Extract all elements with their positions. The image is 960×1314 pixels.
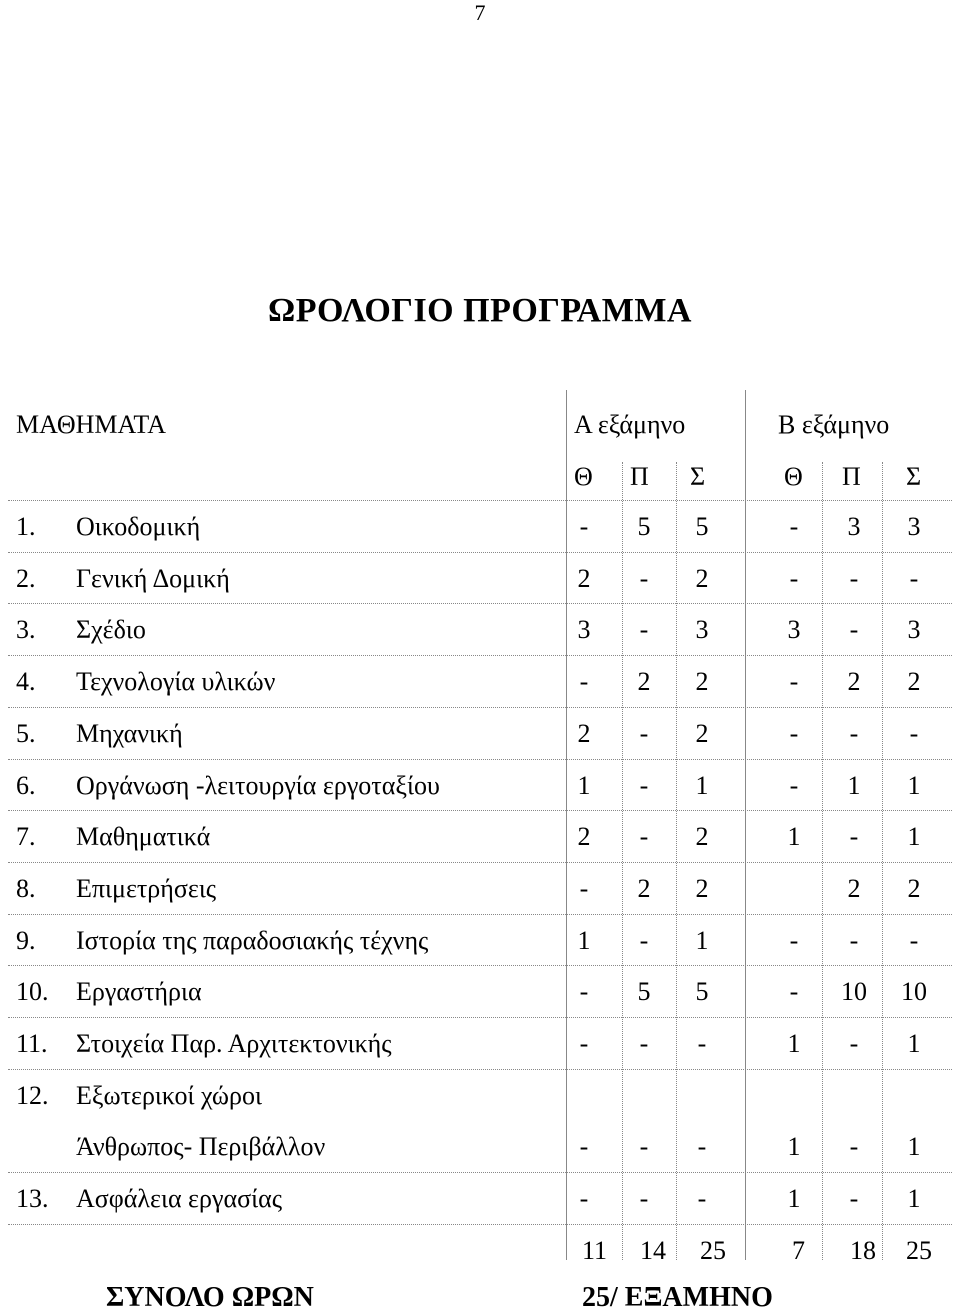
table-row — [8, 810, 952, 862]
hours-cell: 2 — [577, 718, 591, 748]
col-header-theory-a: Θ — [574, 462, 593, 491]
total-theory-a: 11 — [582, 1236, 608, 1265]
column-divider — [745, 390, 746, 1260]
row-number: 11. — [16, 1029, 48, 1058]
subject-name: Άνθρωπος- Περιβάλλον — [76, 1132, 326, 1162]
hours-cell: - — [639, 718, 649, 748]
hours-cell: 1 — [907, 770, 921, 800]
page-number: 7 — [474, 0, 486, 25]
total-sum-a: 25 — [700, 1236, 726, 1265]
subject-name: Ιστορία της παραδοσιακής τέχνης — [76, 925, 429, 955]
hours-cell: - — [849, 718, 859, 748]
hours-cell: - — [639, 563, 649, 593]
row-divider — [8, 1224, 952, 1225]
hours-cell: 2 — [695, 873, 709, 903]
total-theory-b: 7 — [792, 1236, 805, 1265]
hours-cell: 2 — [847, 873, 861, 903]
row-number: 8. — [16, 873, 36, 903]
hours-cell: - — [639, 1184, 649, 1214]
hours-cell: 5 — [637, 977, 651, 1007]
hours-cell: 2 — [695, 822, 709, 852]
row-number: 4. — [16, 667, 36, 697]
col-header-practice-b: Π — [842, 462, 861, 491]
row-number: 12. — [16, 1080, 49, 1110]
hours-cell: 3 — [907, 615, 921, 645]
table-row — [8, 552, 952, 604]
hours-cell: - — [789, 563, 799, 593]
subject-name: Σχέδιο — [76, 615, 146, 645]
hours-cell: - — [849, 615, 859, 645]
column-divider — [676, 462, 677, 1260]
subjects-header: ΜΑΘΗΜΑΤΑ — [16, 410, 166, 439]
total-practice-a: 14 — [640, 1236, 666, 1265]
hours-cell: 2 — [577, 822, 591, 852]
hours-cell: 3 — [695, 615, 709, 645]
table-row — [8, 1017, 952, 1069]
hours-cell: 1 — [787, 1184, 801, 1214]
col-header-practice-a: Π — [630, 462, 649, 491]
hours-cell: - — [789, 718, 799, 748]
subject-name: Εργαστήρια — [76, 977, 202, 1007]
semester-b-header: Β εξάμηνο — [778, 410, 890, 439]
subject-name: Μηχανική — [76, 718, 183, 748]
hours-cell: 2 — [907, 667, 921, 697]
hours-cell: 3 — [907, 512, 921, 541]
hours-cell: 5 — [695, 512, 709, 541]
hours-cell: 2 — [695, 718, 709, 748]
hours-cell: 1 — [907, 822, 921, 852]
table-row — [8, 759, 952, 811]
row-number: 6. — [16, 770, 36, 800]
hours-cell: - — [909, 925, 919, 955]
hours-cell: - — [697, 1132, 707, 1162]
hours-cell: - — [789, 977, 799, 1007]
hours-cell: 1 — [787, 822, 801, 852]
hours-cell: - — [579, 667, 589, 697]
subject-name: Τεχνολογία υλικών — [76, 667, 276, 697]
total-practice-b: 18 — [850, 1236, 876, 1265]
table-row — [8, 862, 952, 914]
col-header-total-b: Σ — [906, 462, 922, 491]
hours-cell: 2 — [907, 873, 921, 903]
subject-name: Οικοδομική — [76, 512, 201, 541]
hours-cell: 5 — [695, 977, 709, 1007]
subject-name: Επιμετρήσεις — [76, 873, 217, 903]
hours-cell: 2 — [577, 563, 591, 593]
hours-cell: - — [639, 1029, 649, 1058]
hours-cell: - — [849, 1029, 859, 1058]
subject-name: Εξωτερικοί χώροι — [76, 1080, 262, 1110]
hours-cell: 1 — [787, 1029, 801, 1058]
page-title: ΩΡΟΛΟΓΙΟ ΠΡΟΓΡΑΜΜΑ — [268, 292, 692, 329]
row-number: 10. — [16, 977, 49, 1007]
hours-cell: - — [697, 1029, 707, 1058]
hours-cell: 2 — [695, 667, 709, 697]
hours-cell: - — [789, 770, 799, 800]
hours-cell: - — [579, 873, 589, 903]
hours-cell: - — [639, 822, 649, 852]
hours-cell: 1 — [907, 1132, 921, 1162]
row-number: 13. — [16, 1184, 49, 1214]
hours-cell: - — [639, 770, 649, 800]
hours-cell: - — [639, 615, 649, 645]
hours-cell: - — [909, 718, 919, 748]
hours-cell: - — [579, 1184, 589, 1214]
row-number: 3. — [16, 615, 36, 645]
hours-cell: - — [639, 925, 649, 955]
hours-cell: - — [789, 512, 799, 541]
row-number: 5. — [16, 718, 36, 748]
hours-cell: - — [849, 822, 859, 852]
table-row — [8, 603, 952, 655]
table-row — [8, 1069, 952, 1121]
hours-cell: - — [579, 512, 589, 541]
column-divider — [566, 390, 567, 1260]
row-number: 7. — [16, 822, 36, 852]
hours-cell: 10 — [841, 977, 867, 1007]
column-divider — [882, 462, 883, 1260]
hours-cell: 5 — [637, 512, 651, 541]
table-row — [8, 1120, 952, 1172]
subject-name: Στοιχεία Παρ. Αρχιτεκτονικής — [76, 1029, 392, 1058]
semester-a-header: Α εξάμηνο — [574, 410, 686, 439]
row-number: 2. — [16, 563, 36, 593]
table-row — [8, 655, 952, 707]
hours-cell: 2 — [847, 667, 861, 697]
total-sum-b: 25 — [906, 1236, 932, 1265]
hours-cell: 3 — [847, 512, 861, 541]
hours-per-semester: 25/ ΕΞΑΜΗΝΟ — [582, 1282, 773, 1313]
hours-cell: - — [579, 977, 589, 1007]
table-row — [8, 1172, 952, 1224]
hours-cell: 1 — [577, 770, 591, 800]
subject-name: Γενική Δομική — [76, 563, 230, 593]
hours-cell: - — [789, 925, 799, 955]
hours-cell: 1 — [787, 1132, 801, 1162]
hours-cell: - — [909, 563, 919, 593]
hours-cell: - — [849, 1132, 859, 1162]
hours-cell: - — [849, 925, 859, 955]
row-number: 9. — [16, 925, 36, 955]
hours-cell: - — [697, 1184, 707, 1214]
hours-cell: - — [579, 1132, 589, 1162]
col-header-total-a: Σ — [690, 462, 706, 491]
subject-name: Ασφάλεια εργασίας — [76, 1184, 282, 1214]
table-row — [8, 707, 952, 759]
hours-cell: 1 — [847, 770, 861, 800]
hours-cell: - — [849, 1184, 859, 1214]
hours-cell: - — [849, 563, 859, 593]
hours-cell: 10 — [901, 977, 927, 1007]
table-row — [8, 965, 952, 1017]
hours-cell: 1 — [577, 925, 591, 955]
hours-cell: 3 — [577, 615, 591, 645]
hours-cell: - — [789, 667, 799, 697]
subject-name: Μαθηματικά — [76, 822, 211, 852]
column-divider — [622, 462, 623, 1260]
table-row — [8, 500, 952, 552]
hours-cell: 1 — [695, 925, 709, 955]
hours-cell: 2 — [637, 873, 651, 903]
header-divider — [8, 500, 952, 501]
table-row — [8, 914, 952, 966]
row-number: 1. — [16, 512, 36, 541]
hours-cell: 3 — [787, 615, 801, 645]
hours-cell: 2 — [637, 667, 651, 697]
hours-cell: 1 — [907, 1184, 921, 1214]
subject-name: Οργάνωση -λειτουργία εργοταξίου — [76, 770, 440, 800]
hours-cell: - — [639, 1132, 649, 1162]
hours-cell: 1 — [695, 770, 709, 800]
column-divider — [822, 462, 823, 1260]
col-header-theory-b: Θ — [784, 462, 803, 491]
hours-cell: 1 — [907, 1029, 921, 1058]
hours-cell: 2 — [695, 563, 709, 593]
total-hours-label: ΣΥΝΟΛΟ ΩΡΩΝ — [106, 1282, 314, 1313]
hours-cell: - — [579, 1029, 589, 1058]
